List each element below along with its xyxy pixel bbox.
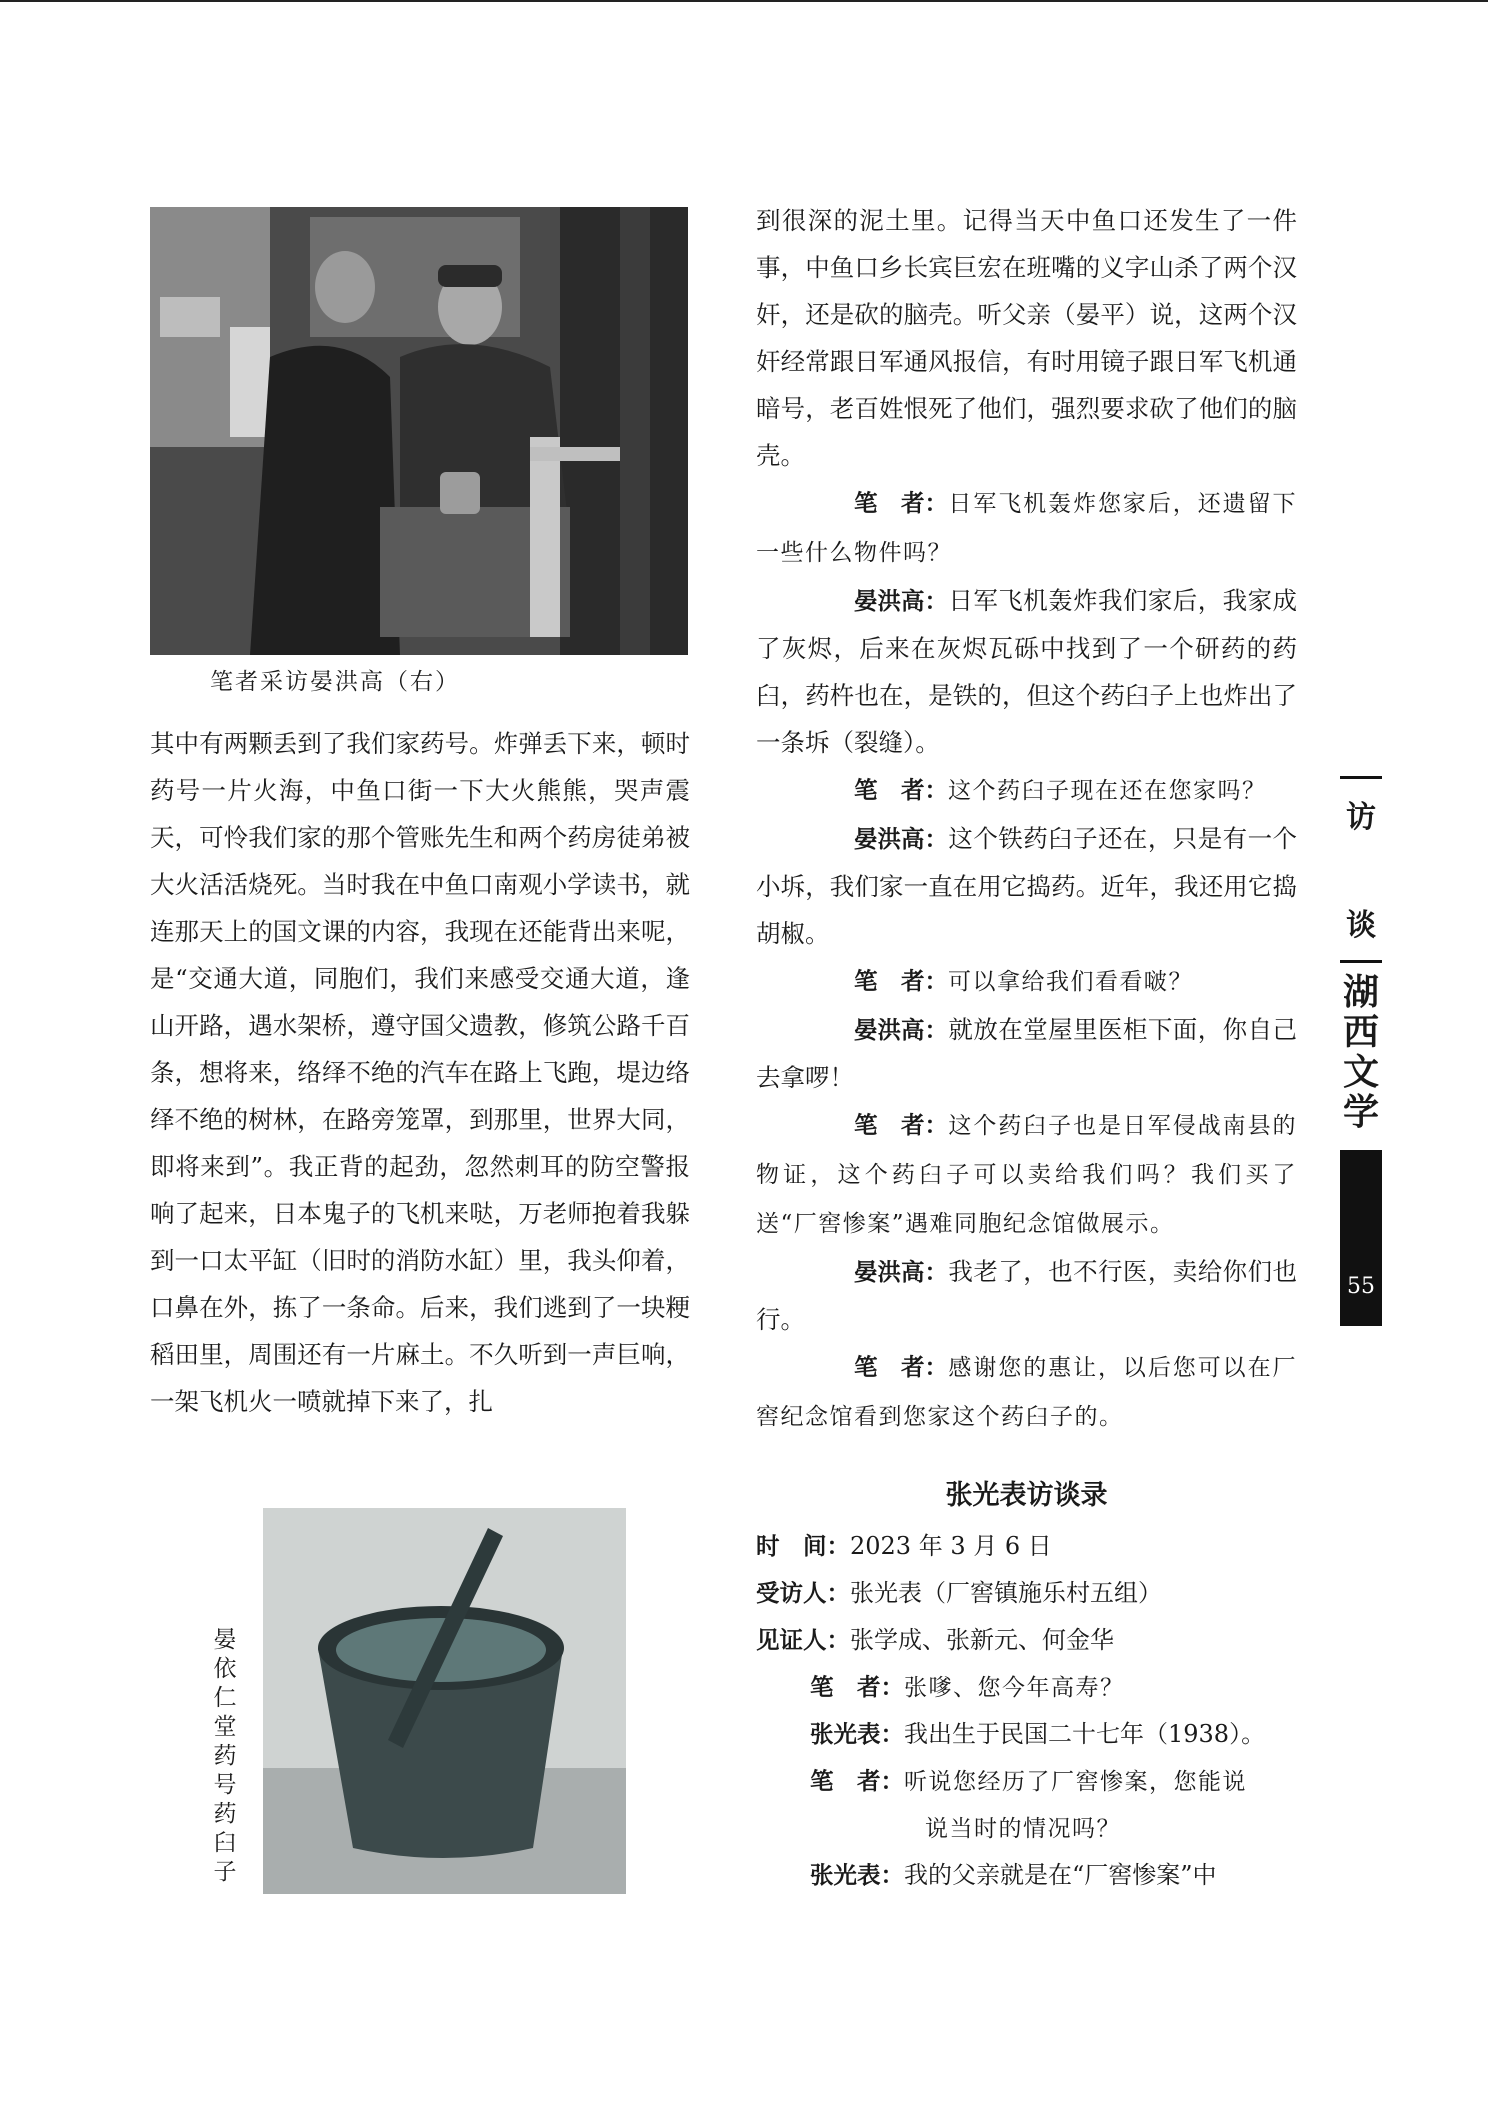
left-column-text <box>150 720 690 1425</box>
sidebar-char: 访 <box>1346 800 1376 835</box>
dialogue-line: 笔 者：可以拿给我们看看啵？ <box>854 967 1193 995</box>
dialogue-line: 说当时的情况吗？ <box>925 1816 1121 1842</box>
magazine-logo-char: 湖 <box>1342 971 1379 1013</box>
dialogue-line: 晏洪高：日军飞机轰炸我们家后，我家成了灰烬，后来在灰烬瓦砾中找到了一个研药的药臼，药杵也在，是铁的，但这个药臼子上也炸出了一条坼（裂缝）。 <box>756 586 1297 757</box>
magazine-logo-char: 文 <box>1342 1051 1379 1093</box>
interviewee-line: 受访人：张光表（厂窖镇施乐村五组） <box>756 1579 1162 1607</box>
photo-caption: 笔者采访晏洪高（右） <box>210 669 460 695</box>
witness-line: 见证人：张学成、张新元、何金华 <box>756 1626 1114 1654</box>
dialogue-line: 晏洪高：就放在堂屋里医柜下面，你自己去拿啰！ <box>756 1015 1297 1092</box>
photo-caption-vertical: 晏依仁堂药号药臼子 <box>213 1627 237 1885</box>
magazine-logo-char: 学 <box>1342 1091 1379 1133</box>
dialogue-line: 笔 者：这个药臼子现在还在您家吗？ <box>854 776 1267 804</box>
sidebar-rule <box>1340 776 1382 779</box>
top-rule <box>0 0 1488 2</box>
magazine-logo-char: 西 <box>1342 1011 1379 1053</box>
right-column-text <box>756 197 1297 1441</box>
dialogue-line: 笔 者：听说您经历了厂窖惨案，您能说 <box>810 1767 1247 1795</box>
section-title: 张光表访谈录 <box>945 1480 1108 1511</box>
page-number-tab <box>1340 1150 1382 1326</box>
dialogue-line: 笔 者：张嗲、您今年高寿？ <box>810 1673 1125 1701</box>
interview-photo <box>150 207 688 655</box>
paragraph: 其中有两颗丢到了我们家药号。炸弹丢下来，顿时药号一片火海，中鱼口街一下大火熊熊，哭声震天，可怜我们家的那个管账先生和两个药房徒弟被大火活活烧死。当时我在中鱼口南观小学读书，就连那天上的国文课的内容，我现在还能背出来呢，是“交通大道，同胞们，我们来感受交通大道，逢山开路，遇水架桥，遵守国父遗教，修筑公路千百条，想将来，络绎不绝的汽车在路上飞跑，堤边络绎不绝的树林，在路旁笼罩，到那里，世界大同，即将来到”。我正背的起劲，忽然刺耳的防空警报响了起来，日本鬼子的飞机来哒，万老师抱着我躲到一口太平缸（旧时的消防水缸）里，我头仰着，口鼻在外，拣了一条命。后来，我们逃到了一块粳稻田里，周围还有一片麻土。不久听到一声巨响，一架飞机火一喷就掉下来了，扎 <box>150 729 690 1416</box>
dialogue-line: 笔 者：这个药臼子也是日军侵战南县的物证，这个药臼子可以卖给我们吗？我们买了送“厂窖惨案”遇难同胞纪念馆做展示。 <box>756 1111 1297 1237</box>
dialogue-line: 晏洪高：我老了，也不行医，卖给你们也行。 <box>756 1257 1297 1334</box>
paragraph: 到很深的泥土里。记得当天中鱼口还发生了一件事，中鱼口乡长宾巨宏在班嘴的义字山杀了两个汉奸，还是砍的脑壳。听父亲（晏平）说，这两个汉奸经常跟日军通风报信，有时用镜子跟日军飞机通暗号，老百姓恨死了他们，强烈要求砍了他们的脑壳。 <box>756 206 1297 470</box>
dialogue-line: 晏洪高：这个铁药臼子还在，只是有一个小坼，我们家一直在用它捣药。近年，我还用它捣胡椒。 <box>756 824 1297 948</box>
sidebar-rule <box>1340 960 1382 963</box>
dialogue-line: 张光表：我出生于民国二十七年（1938）。 <box>810 1720 1266 1748</box>
dialogue-line: 张光表：我的父亲就是在“厂窖惨案”中 <box>810 1861 1217 1889</box>
time-line: 时 间：2023 年 3 月 6 日 <box>756 1532 1052 1560</box>
dialogue-line: 笔 者：感谢您的惠让，以后您可以在厂窖纪念馆看到您家这个药臼子的。 <box>756 1353 1297 1430</box>
mortar-photo <box>263 1508 626 1894</box>
sidebar-char: 谈 <box>1346 908 1376 943</box>
page-number: 55 <box>1347 1274 1375 1299</box>
dialogue-line: 笔 者：日军飞机轰炸您家后，还遗留下一些什么物件吗？ <box>756 489 1297 566</box>
